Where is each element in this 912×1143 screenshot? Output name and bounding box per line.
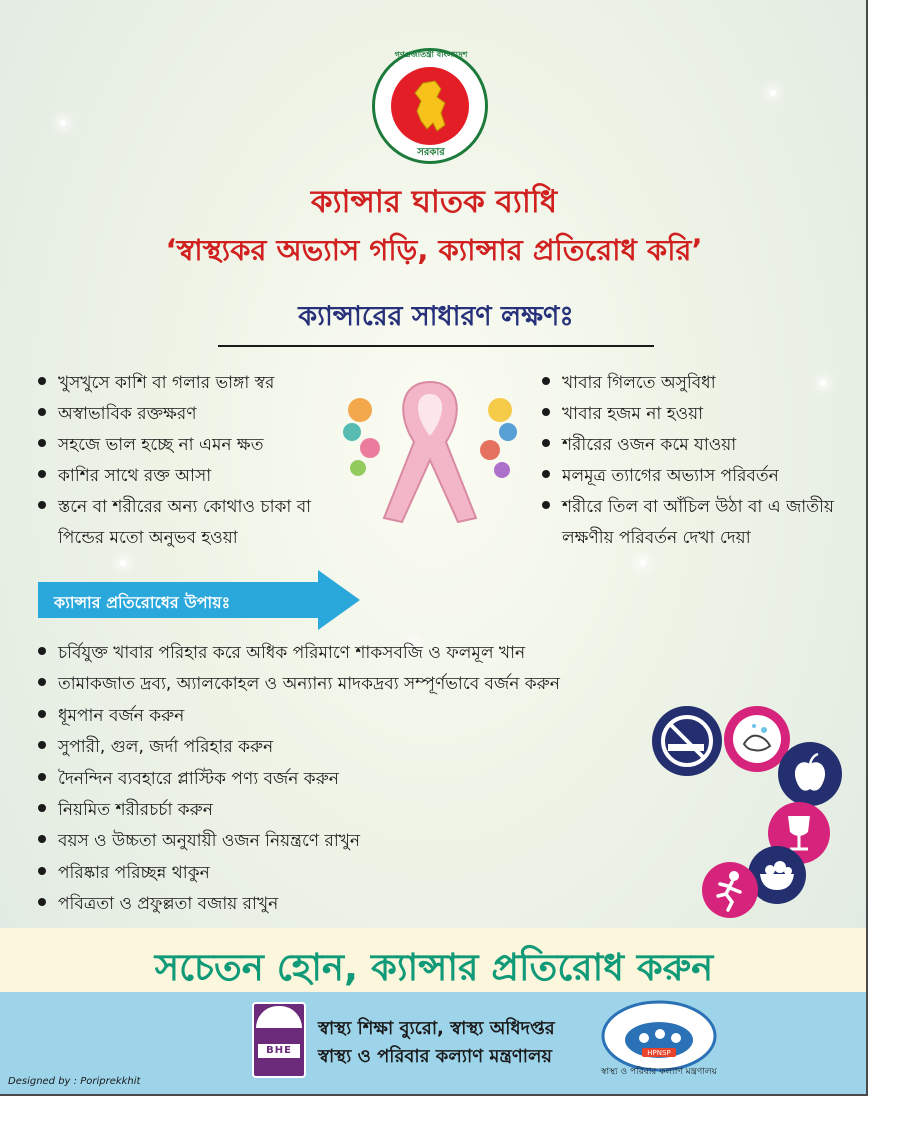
sparkle [120, 560, 126, 566]
footer-organization: স্বাস্থ্য শিক্ষা ব্যুরো, স্বাস্থ্য অধিদপ্তর [318, 1018, 555, 1039]
sparkle [60, 120, 66, 126]
footer-ministry: স্বাস্থ্য ও পরিবার কল্যাণ মন্ত্রণালয় [318, 1046, 552, 1067]
symptoms-right-list [540, 368, 840, 554]
sparkle [640, 560, 646, 566]
list-item: সুপারী, গুল, জর্দা পরিহার করুন [36, 732, 696, 763]
prevention-list [36, 638, 696, 921]
bhe-logo-code: BHE [258, 1044, 300, 1058]
list-item: মলমূত্র ত্যাগের অভ্যাস পরিবর্তন [540, 461, 840, 492]
list-item: শরীরে তিল বা আঁচিল উঠা বা এ জাতীয় লক্ষণীয় পরিবর্তন দেখা দেয়া [540, 492, 840, 554]
slogan: সচেতন হোন, ক্যান্সার প্রতিরোধ করুন [154, 946, 714, 989]
list-item: তামাকজাত দ্রব্য, অ্যালকোহল ও অন্যান্য মাদকদ্রব্য সম্পূর্ণভাবে বর্জন করুন [36, 669, 696, 700]
no-smoking-icon [652, 706, 722, 776]
symptoms-left-list [36, 368, 356, 554]
list-item: স্তনে বা শরীরের অন্য কোথাও চাকা বা পিন্ডের মতো অনুভব হওয়া [36, 492, 356, 554]
list-item: দৈনন্দিন ব্যবহারে প্লাস্টিক পণ্য বর্জন করুন [36, 764, 696, 795]
bhe-logo [252, 1002, 306, 1078]
running-person-icon [702, 862, 758, 918]
list-item: বয়স ও উচ্চতা অনুযায়ী ওজন নিয়ন্ত্রণে রাখুন [36, 826, 696, 857]
list-item: শরীরের ওজন কমে যাওয়া [540, 430, 840, 461]
list-item: পবিত্রতা ও প্রফুল্লতা বজায় রাখুন [36, 889, 696, 920]
list-item: অস্বাভাবিক রক্তক্ষরণ [36, 399, 356, 430]
list-item: চর্বিযুক্ত খাবার পরিহার করে অধিক পরিমাণে শাকসবজি ও ফলমূল খান [36, 638, 696, 669]
list-item: খাবার গিলতে অসুবিধা [540, 368, 840, 399]
designer-credit: Designed by : Poriprekkhit [8, 1076, 141, 1087]
title-line-2: ‘স্বাস্থ্যকর অভ্যাস গড়ি, ক্যান্সার প্রতিরোধ করি’ [165, 233, 703, 267]
list-item: খাবার হজম না হওয়া [540, 399, 840, 430]
sparkle [770, 90, 776, 96]
prevention-heading: ক্যান্সার প্রতিরোধের উপায়ঃ [54, 593, 231, 612]
list-item: ধূমপান বর্জন করুন [36, 701, 696, 732]
government-seal [372, 48, 488, 164]
title-line-1: ক্যান্সার ঘাতক ব্যাধি [310, 184, 558, 220]
list-item: সহজে ভাল হচ্ছে না এমন ক্ষত [36, 430, 356, 461]
list-item: পরিষ্কার পরিচ্ছন্ন থাকুন [36, 858, 696, 889]
list-item: কাশির সাথে রক্ত আসা [36, 461, 356, 492]
seal-text-bottom: সরকার [417, 147, 445, 158]
prevention-banner-arrow [38, 570, 360, 630]
hpnsp-ministry: স্বাস্থ্য ও পরিবার কল্যাণ মন্ত্রণালয় [601, 1067, 717, 1077]
list-item: নিয়মিত শরীরচর্চা করুন [36, 795, 696, 826]
list-item: খুসখুসে কাশি বা গলার ভাঙ্গা স্বর [36, 368, 356, 399]
hpnsp-logo-code: HPNSP [647, 1049, 671, 1057]
pink-ribbon-icon [330, 370, 530, 530]
slogan-bar [0, 928, 868, 992]
apple-icon [778, 742, 842, 806]
symptoms-heading: ক্যান্সারের সাধারণ লক্ষণঃ [218, 296, 654, 347]
seal-text-top: গণপ্রজাতন্ত্রী বাংলাদেশ [394, 50, 468, 59]
